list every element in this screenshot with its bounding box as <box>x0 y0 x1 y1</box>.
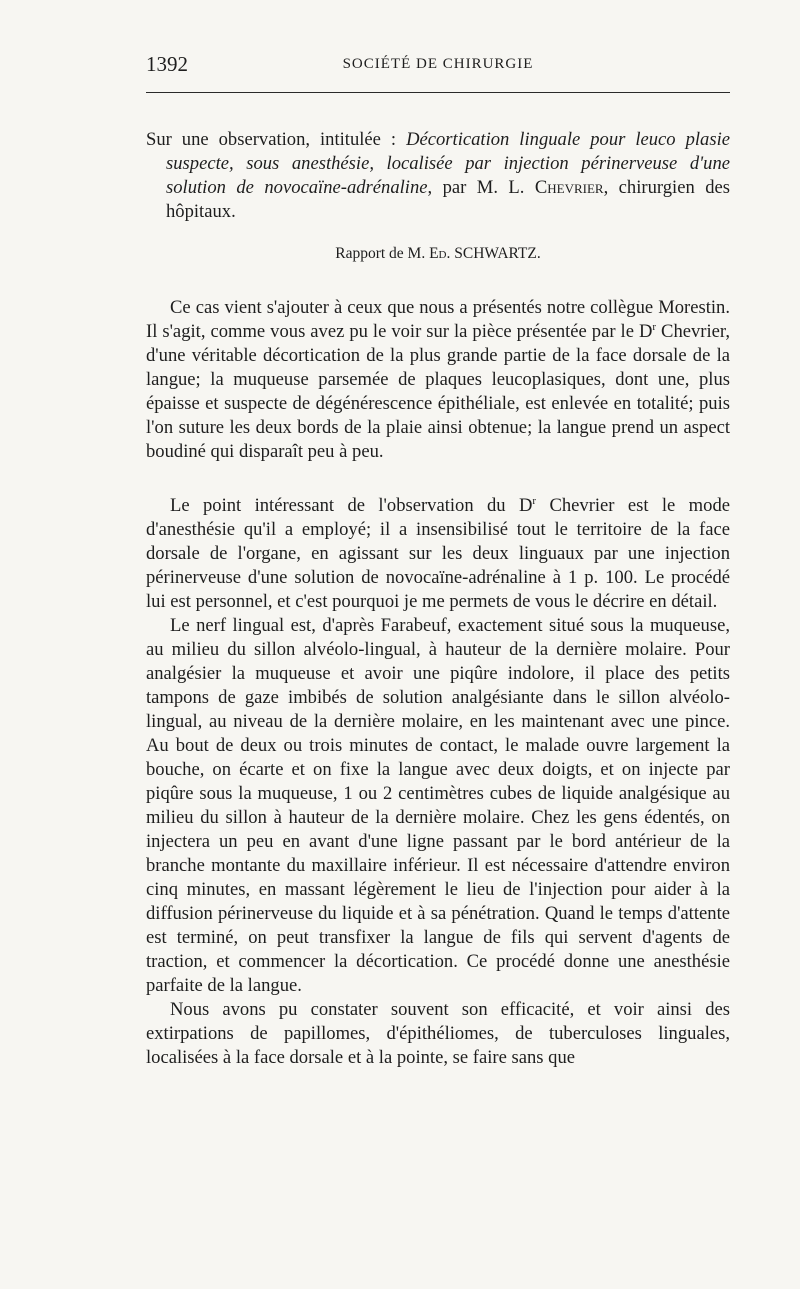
paragraph-1-part-b: Chevrier, d'une véritable décortication de la plus grande partie de la face dorsale de la langue; la muqueuse parsemée de plaques leucoplasiques, dont une, plus épaisse et suspecte de dégénérescence épithéliale, est enlevée en totalité; puis l'on suture les deux bords de la plaie ainsi obtenue; la langue prend un aspect boudiné qui disparaît peu à peu. <box>146 321 731 462</box>
page-number: 1392 <box>146 52 188 76</box>
article-body <box>146 128 730 1070</box>
rapport-ed: Ed <box>429 245 447 262</box>
author-name: Chevrier <box>534 177 604 198</box>
doctor-superscript: r <box>652 320 657 333</box>
author-role: , chirurgien des hôpitaux. <box>166 177 730 222</box>
paragraph-2-part-a: Le point intéressant de l'observation du D <box>170 495 533 516</box>
running-title: SOCIÉTÉ DE CHIRURGIE <box>342 56 534 72</box>
paragraph-4: Nous avons pu constater souvent son efficacité, et voir ainsi des extirpations de papillomes, d'épithéliomes, de tuberculoses linguales, localisées à la face dorsale et à la pointe, se faire sans que <box>146 999 730 1068</box>
title-intro: Sur une observation, intitulée : <box>146 129 407 150</box>
rapport-name: . SCHWARTZ. <box>446 245 541 262</box>
title-italic: Décortication linguale pour leuco plasie suspecte, sous anesthésie, localisée par injection périnerveuse d'une solution de novocaïne-adrénaline <box>166 129 730 198</box>
rapport-line <box>146 242 730 266</box>
running-header <box>146 52 730 93</box>
paragraph-2-part-b: Chevrier est le mode d'anesthésie qu'il a employé; il a insensibilisé tout le territoire de la face dorsale de l'organe, en agissant sur les deux linguaux par une injection périnerveuse d'une solution de novocaïne-adrénaline à 1 p. 100. Le procédé lui est personnel, et c'est pourquoi je me permets de vous le décrire en détail. <box>146 495 730 612</box>
rapport-prefix: Rapport de M. <box>335 245 430 262</box>
paragraph-3: Le nerf lingual est, d'après Farabeuf, exactement situé sous la muqueuse, au milieu du sillon alvéolo-lingual, à hauteur de la dernière molaire. Pour analgésier la muqueuse et avoir une piqûre indolore, il place des petits tampons de gaze imbibés de solution analgésiante dans le sillon alvéolo-lingual, au niveau de la dernière molaire, en les maintenant avec une pince. Au bout de deux ou trois minutes de contact, le malade ouvre largement la bouche, on écarte et on fixe la langue avec deux doigts, et on injecte par piqûre sous la muqueuse, 1 ou 2 centimètres cubes de liquide analgésique au milieu du sillon à hauteur de la dernière molaire. Chez les gens édentés, on injectera un peu en avant d'une ligne passant par le bord antérieur de la branche montante du maxillaire inférieur. Il est nécessaire d'attendre environ cinq minutes, en massant légèrement le lieu de l'injection pour aider à la diffusion périnerveuse du liquide et à sa pénétration. Quand le temps d'attente est terminé, on peut transfixer la langue de fils qui servent d'agents de traction, et commencer la décortication. Ce procédé donne une anesthésie parfaite de la langue. <box>146 615 730 996</box>
paragraph-1 <box>146 296 730 464</box>
paragraph-1-part-a: Ce cas vient s'ajouter à ceux que nous a présentés notre collègue Morestin. Il s'agit, comme vous avez pu le voir sur la pièce présentée par le D <box>146 297 730 342</box>
paragraph-2 <box>146 494 730 614</box>
title-after-italic: , par M. L. <box>427 177 535 198</box>
article-title <box>146 128 730 224</box>
doctor-superscript: r <box>532 494 537 507</box>
